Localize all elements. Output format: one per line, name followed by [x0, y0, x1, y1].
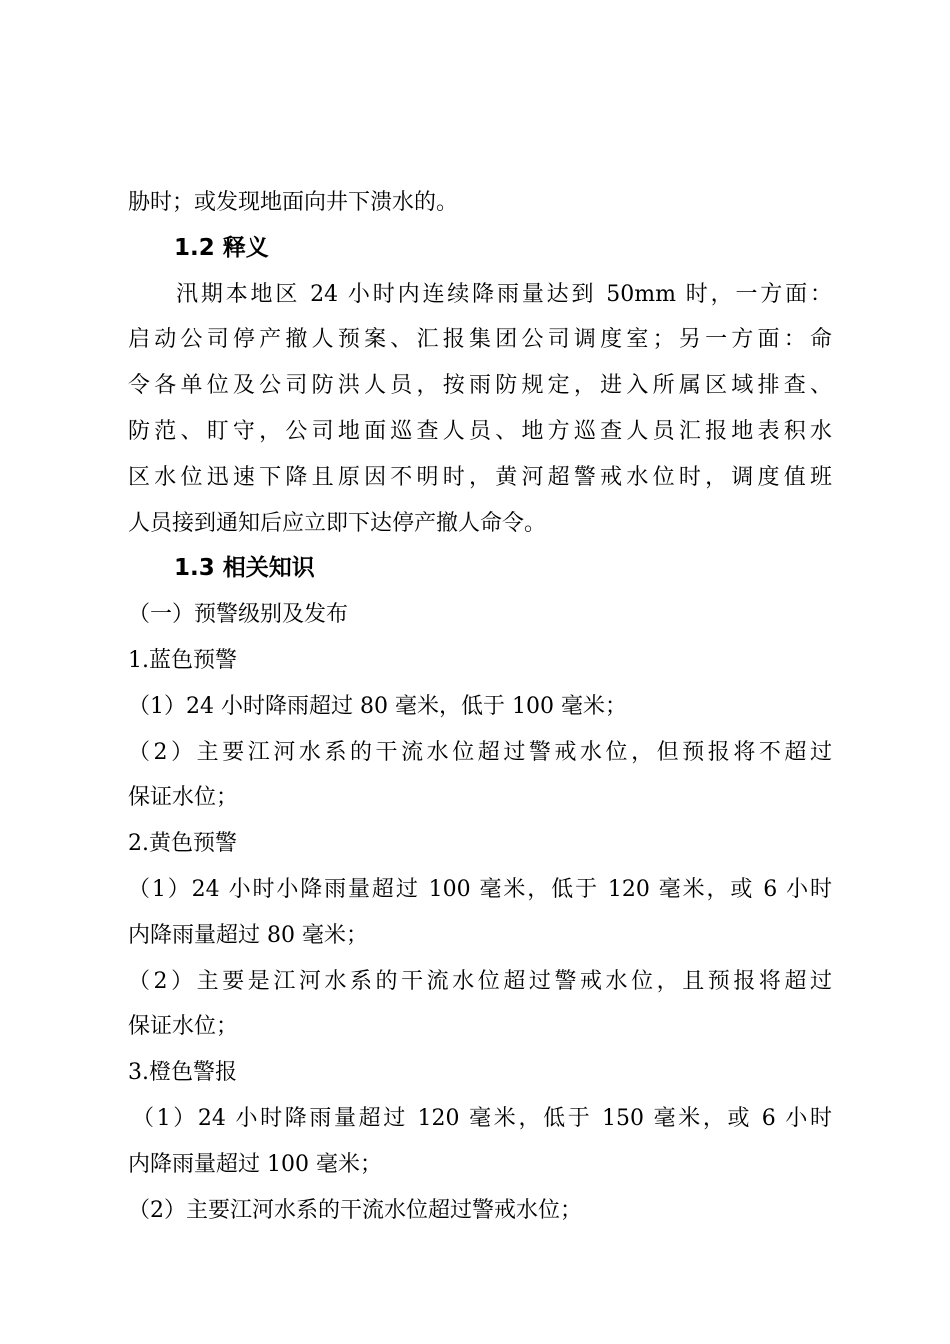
paragraph-line: 令各单位及公司防洪人员，按雨防规定，进入所属区域排查、: [128, 373, 832, 399]
list-item: （1）24 小时降雨量超过 120 毫米，低于 150 毫米，或 6 小时: [132, 1105, 832, 1131]
warning-level-blue: 1.蓝色预警: [128, 647, 237, 673]
list-item: （2）主要江河水系的干流水位超过警戒水位；: [128, 1197, 582, 1223]
list-item-continuation: 保证水位；: [128, 1014, 239, 1040]
list-item: （2）主要是江河水系的干流水位超过警戒水位，且预报将超过: [128, 968, 832, 994]
warning-level-yellow: 2.黄色预警: [128, 831, 237, 857]
list-item: （2）主要江河水系的干流水位超过警戒水位，但预报将不超过: [128, 739, 832, 765]
section-heading-1-3: 1.3 相关知识: [174, 555, 315, 582]
list-item-continuation: 保证水位；: [128, 785, 239, 811]
paragraph-line: 胁时；或发现地面向井下溃水的。: [128, 190, 459, 215]
paragraph-line: 启动公司停产撤人预案、汇报集团公司调度室；另一方面：命: [128, 327, 832, 353]
subsection-title: （一）预警级别及发布: [128, 602, 349, 628]
list-item-continuation: 内降雨量超过 80 毫米；: [128, 922, 368, 948]
paragraph-line: 汛期本地区 24 小时内连续降雨量达到 50mm 时，一方面：: [176, 281, 832, 307]
paragraph-line: 防范、盯守，公司地面巡查人员、地方巡查人员汇报地表积水: [128, 418, 832, 444]
document-body: [128, 180, 832, 1233]
list-item: （1）24 小时小降雨量超过 100 毫米，低于 120 毫米，或 6 小时: [128, 876, 832, 902]
section-heading-1-2: 1.2 释义: [174, 234, 269, 261]
list-item-continuation: 内降雨量超过 100 毫米；: [128, 1151, 382, 1177]
paragraph-line: 区水位迅速下降且原因不明时，黄河超警戒水位时，调度值班: [128, 464, 832, 490]
paragraph-line: 人员接到通知后应立即下达停产撤人命令。: [128, 510, 547, 536]
warning-level-orange: 3.橙色警报: [128, 1060, 237, 1086]
list-item: （1）24 小时降雨超过 80 毫米，低于 100 毫米；: [128, 693, 627, 719]
